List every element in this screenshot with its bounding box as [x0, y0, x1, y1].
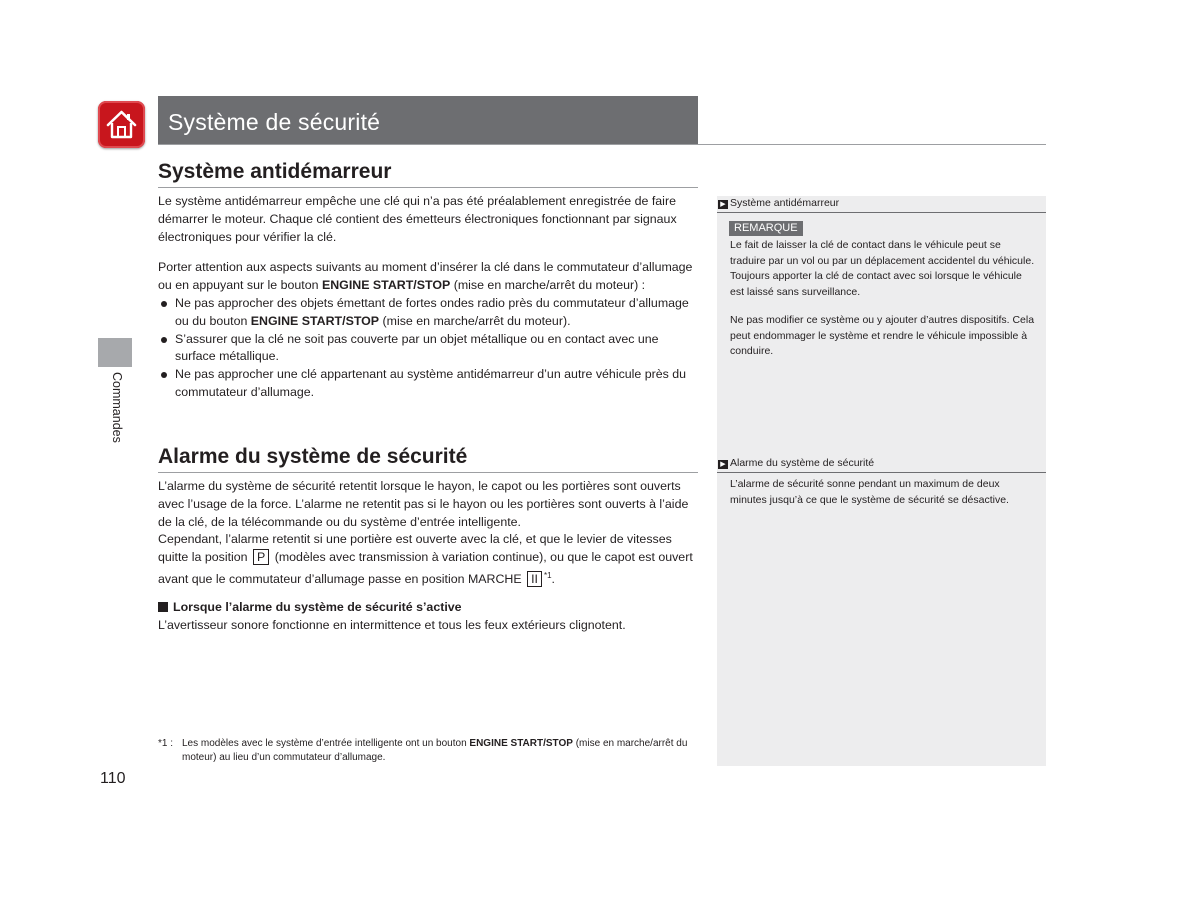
- gear-position-p-icon: P: [253, 549, 269, 565]
- list-item: S’assurer que la clé ne soit pas couverte par un objet métallique ou en contact avec une surface métallique.: [158, 331, 698, 367]
- section-divider: [158, 472, 698, 473]
- sidebar-note: Ne pas modifier ce système ou y ajouter d’autres dispositifs. Cela peut endommager le système et rendre le véhicule impossible à conduire.: [730, 314, 1035, 357]
- sidebar-divider: [717, 472, 1046, 473]
- engine-start-stop-label: ENGINE START/STOP: [250, 313, 380, 328]
- cross-reference-icon: ▶: [718, 460, 728, 469]
- sidebar-note: Toujours apporter la clé de contact avec soi lorsque le véhicule est laissé sans surveillance.: [730, 270, 1022, 298]
- precautions-list: [158, 295, 698, 402]
- notice-badge: REMARQUE: [729, 221, 803, 236]
- text-run: .: [551, 572, 555, 587]
- ignition-position-ii-icon: II: [527, 571, 542, 587]
- title-divider: [158, 144, 1046, 145]
- text-run: (modèles avec transmission à variation continue), ou que le capot est ouvert avant que le commutateur d’allumage passe en position MARCHE: [158, 550, 693, 587]
- page-number: 110: [100, 770, 126, 787]
- chapter-tab[interactable]: [98, 338, 132, 367]
- engine-start-stop-label: ENGINE START/STOP: [321, 278, 451, 293]
- section1-body: [158, 193, 698, 402]
- sidebar-notes-immobilizer: [730, 238, 1035, 360]
- page-title: Système de sécurité: [168, 109, 381, 135]
- footnote-number: *1 :: [158, 738, 174, 749]
- sidebar-heading-immobilizer[interactable]: [717, 197, 839, 209]
- alarm-active-subheading: [158, 600, 462, 614]
- text-run: Les modèles avec le système d’entrée intelligente ont un bouton: [182, 738, 470, 749]
- engine-start-stop-label: ENGINE START/STOP: [469, 738, 573, 749]
- section2-body: [158, 478, 703, 589]
- alarm-intro: L’alarme du système de sécurité retentit lorsque le hayon, le capot ou les portières sont ouverts avec l’usage de la force. L’alarme ne retentit pas si le hayon ou les portières sont ouverts à l’aide de la clé, de la télécommande ou du système d’entrée intelligente.: [158, 479, 689, 529]
- list-item: Ne pas approcher une clé appartenant au système antidémarreur d’un autre véhicule près du commutateur d’allumage.: [158, 366, 698, 402]
- alarm-exceptions: [158, 531, 703, 589]
- sidebar-note: Le fait de laisser la clé de contact dans le véhicule peut se traduire par un vol ou par un déplacement accidentel du véhicule.: [730, 239, 1035, 267]
- text-run: (mise en marche/arrêt du moteur) au lieu d’un commutateur d’allumage.: [182, 738, 688, 763]
- cross-reference-icon: ▶: [718, 200, 728, 209]
- text-run: Alarme du système de sécurité: [730, 457, 875, 469]
- footnote-ref[interactable]: *1: [543, 570, 552, 580]
- square-bullet-icon: [158, 602, 168, 612]
- sidebar-notes-alarm: L’alarme de sécurité sonne pendant un maximum de deux minutes jusqu’à ce que le système de sécurité se désactive.: [730, 478, 1009, 506]
- text-run: Cependant, l’alarme retentit si une portière est ouverte avec la clé, et que le levier de vitesses quitte la position: [158, 532, 672, 565]
- alarm-active-text: L’avertisseur sonore fonctionne en intermittence et tous les feux extérieurs clignotent.: [158, 618, 626, 632]
- text-run: (mise en marche/arrêt du moteur) :: [450, 278, 646, 293]
- list-item: [158, 295, 698, 331]
- chapter-label: Commandes: [110, 372, 124, 443]
- section-divider: [158, 187, 698, 188]
- section-heading-alarm: Alarme du système de sécurité: [158, 445, 468, 468]
- sidebar-heading-alarm[interactable]: [717, 457, 874, 469]
- footnote: [158, 737, 698, 765]
- immobilizer-intro: Le système antidémarreur empêche une clé qui n’a pas été préalablement enregistrée de faire démarrer le moteur. Chaque clé contient des émetteurs électroniques fonctionnant par signaux électroniques pour vérifier la clé.: [158, 194, 677, 244]
- section-heading-immobilizer: Système antidémarreur: [158, 160, 392, 183]
- text-run: Porter attention aux aspects suivants au moment d’insérer la clé dans le commutateur d’allumage ou en appuyant sur le bouton: [158, 260, 693, 293]
- home-icon: [104, 107, 139, 142]
- text-run: Système antidémarreur: [730, 197, 840, 209]
- text-run: (mise en marche/arrêt du moteur).: [379, 313, 571, 328]
- text-run: Lorsque l’alarme du système de sécurité s’active: [173, 600, 462, 614]
- footnote-text: [158, 737, 698, 765]
- home-button[interactable]: [98, 101, 145, 148]
- sidebar-divider: [717, 212, 1046, 213]
- text-run: Ne pas approcher des objets émettant de fortes ondes radio près du commutateur d’allumage ou du bouton: [175, 295, 689, 328]
- immobilizer-instructions: [158, 259, 698, 295]
